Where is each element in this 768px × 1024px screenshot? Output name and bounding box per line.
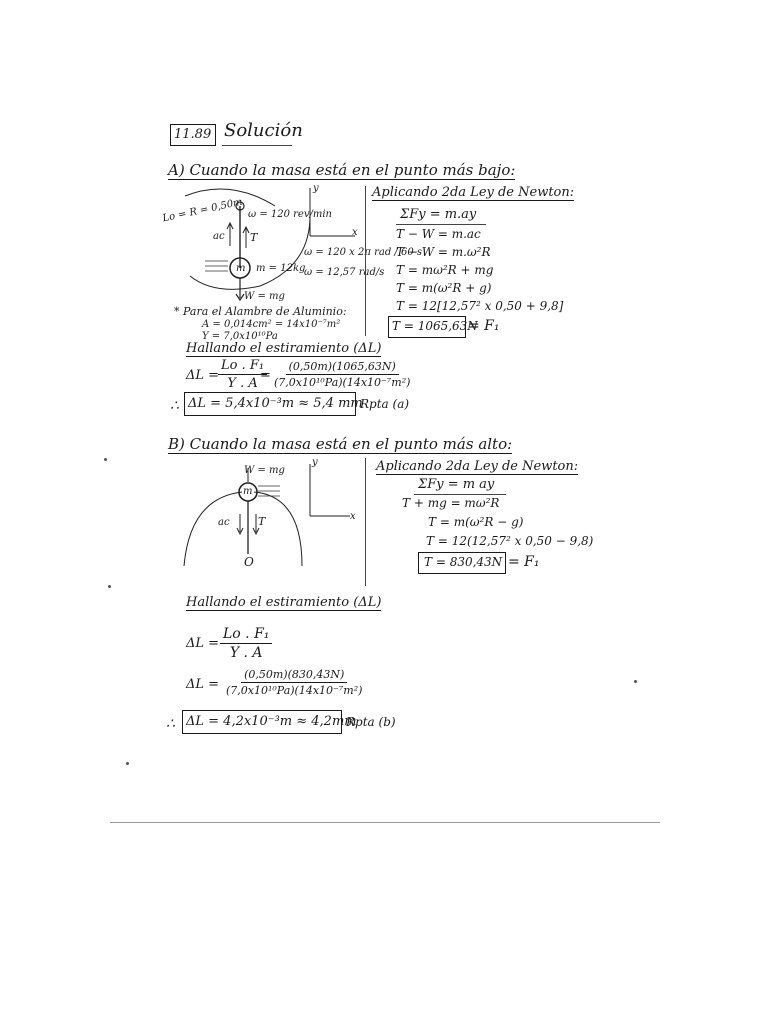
substituted-denominator-a: (7,0x10¹⁰Pa)(14x10⁻⁷m²): [274, 376, 411, 389]
formula-numerator-b: Lo . F₁: [220, 626, 272, 644]
part-a-heading: A) Cuando la masa está en el punto más bajo:: [168, 161, 516, 179]
stretch-title-a: Hallando el estiramiento (ΔL): [186, 341, 382, 356]
omega-conversion-2: ω = 12,57 rad/s: [304, 267, 385, 278]
substituted-numerator-a: (0,50m)(1065,63N): [286, 360, 399, 375]
answer-value-a: ΔL = 5,4x10⁻³m ≈ 5,4 mm: [188, 396, 363, 411]
delta-l-lhs-b-2: ΔL =: [186, 677, 220, 692]
part-b-divider: [365, 458, 366, 586]
weight-label-a: W = mg: [244, 291, 285, 302]
formula-numerator-a: Lo . F₁: [218, 358, 267, 375]
omega-conversion-1: ω = 120 x 2π rad / 60 s: [304, 247, 422, 258]
equation-a-4: T = mω²R + mg: [396, 263, 494, 277]
part-b-heading: B) Cuando la masa está en el punto más alto:: [168, 435, 513, 453]
answer-tag-b: Rpta (b): [346, 715, 396, 729]
equation-a-3: T − W = m.ω²R: [396, 245, 491, 259]
tension-label-a: T: [250, 231, 258, 244]
tension-label-b: T: [258, 515, 266, 528]
delta-l-lhs-a: ΔL =: [186, 368, 220, 383]
delta-l-formula-b: [220, 626, 272, 661]
newton-title-b: Aplicando 2da Ley de Newton:: [376, 459, 579, 474]
scan-speck: [126, 762, 129, 765]
equation-b-1: ΣFy = m ay: [418, 477, 495, 492]
part-a-divider: [365, 186, 366, 336]
mass-label-b: m: [243, 486, 253, 497]
delta-l-substituted-b: [226, 668, 362, 697]
scan-speck: [108, 585, 111, 588]
answer-value-b: ΔL = 4,2x10⁻³m ≈ 4,2mm: [186, 714, 357, 729]
axis-x-b: x: [350, 511, 356, 522]
wire-title: * Para el Alambre de Aluminio:: [174, 305, 347, 318]
omega-label: ω = 120 rev/min: [248, 209, 332, 220]
equation-a-1-underline: [396, 224, 486, 225]
equation-b-3: T = m(ω²R − g): [428, 515, 524, 529]
center-label-b: O: [244, 555, 254, 569]
wire-young: Y = 7,0x10¹⁰Pa: [202, 331, 278, 342]
ac-label-b: ac: [218, 517, 230, 528]
formula-denominator-b: Y . A: [229, 645, 263, 661]
equation-a-1: ΣFy = m.ay: [400, 207, 477, 222]
therefore-b: ∴: [166, 716, 175, 732]
length-label: Lo = R = 0,50m: [161, 196, 244, 225]
answer-tag-a: Rpta (a): [360, 397, 410, 411]
result-tail-b: = F₁: [508, 554, 540, 570]
equation-b-1-underline: [414, 494, 506, 495]
equation-b-2: T + mg = mω²R: [402, 496, 500, 510]
mass-value: m = 12kg: [256, 263, 306, 274]
page-bottom-rule: [110, 822, 660, 823]
equation-a-5: T = m(ω²R + g): [396, 281, 492, 295]
solution-title: Solución: [224, 120, 303, 141]
result-value-b: T = 830,43N: [424, 555, 503, 569]
mass-label-a: m: [236, 263, 246, 274]
result-tail-a: = F₁: [468, 318, 500, 334]
newton-title-a: Aplicando 2da Ley de Newton:: [372, 185, 575, 200]
equals-sign-a: =: [260, 368, 271, 383]
substituted-numerator-b: (0,50m)(830,43N): [241, 668, 347, 683]
equation-a-6: T = 12[12,57² x 0,50 + 9,8]: [396, 299, 564, 313]
axis-y-a: y: [313, 183, 319, 194]
axis-x-a: x: [352, 227, 358, 238]
formula-denominator-a: Y . A: [227, 376, 258, 391]
problem-number: 11.89: [174, 127, 212, 142]
delta-l-lhs-b: ΔL =: [186, 636, 220, 651]
ac-label: ac: [213, 231, 225, 242]
delta-l-substituted-a: [274, 360, 410, 389]
substituted-denominator-b: (7,0x10¹⁰Pa)(14x10⁻⁷m²): [226, 684, 363, 697]
weight-label-b: W = mg: [244, 465, 285, 476]
title-underline: [222, 145, 292, 146]
axis-y-b: y: [312, 457, 318, 468]
result-value-a: T = 1065,63N: [392, 319, 478, 333]
scan-speck: [634, 680, 637, 683]
equation-b-4: T = 12(12,57² x 0,50 − 9,8): [426, 534, 594, 548]
equation-a-2: T − W = m.ac: [396, 227, 481, 241]
scan-speck: [104, 458, 107, 461]
wire-area: A = 0,014cm² = 14x10⁻⁷m²: [202, 319, 341, 330]
therefore-a: ∴: [170, 398, 179, 414]
stretch-title-b: Hallando el estiramiento (ΔL): [186, 595, 382, 610]
